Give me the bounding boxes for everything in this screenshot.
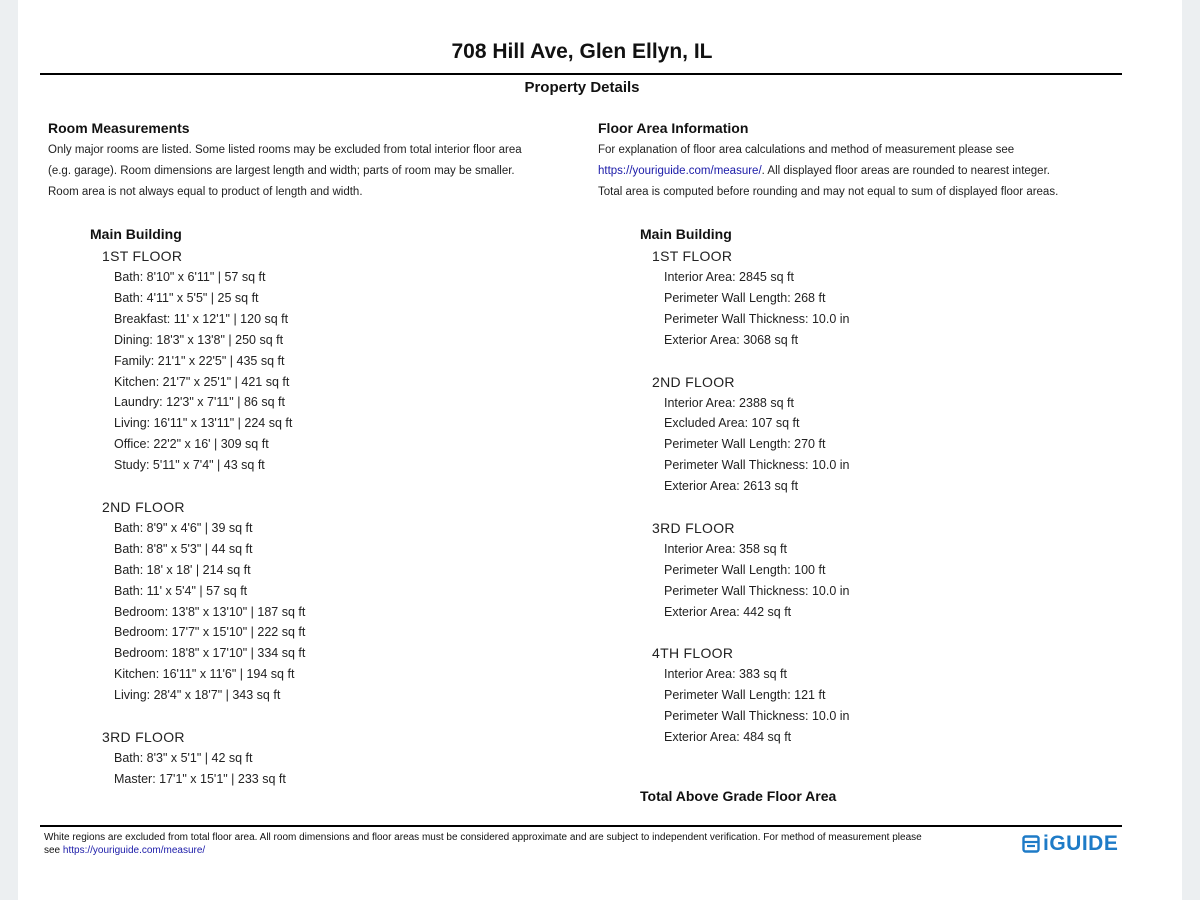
area-item: Interior Area: 2388 sq ft [664, 395, 794, 410]
area-item: Interior Area: 2845 sq ft [664, 270, 794, 284]
room-item: Study: 5'11" x 7'4" | 43 sq ft [114, 458, 265, 473]
room-item: Master: 17'1" x 15'1" | 233 sq ft [114, 771, 286, 786]
room-item: Bath: 8'9" x 4'6" | 39 sq ft [114, 520, 253, 535]
logo-text: iGUIDE [1043, 832, 1119, 855]
room-item: Bath: 8'8" x 5'3" | 44 sq ft [114, 541, 253, 556]
measure-link[interactable]: https://youriguide.com/measure/ [598, 165, 762, 177]
area-item: Interior Area: 358 sq ft [664, 541, 787, 556]
note-line: Room area is not always equal to product of length and width. [48, 186, 363, 198]
room-item: Laundry: 12'3" x 7'11" | 86 sq ft [114, 395, 285, 410]
area-item: Exterior Area: 484 sq ft [664, 730, 792, 745]
bottom-divider [40, 825, 1122, 827]
note-line [598, 161, 1138, 182]
area-item: Perimeter Wall Thickness: 10.0 in [664, 583, 850, 598]
room-item: Kitchen: 21'7" x 25'1" | 421 sq ft [114, 374, 290, 389]
footer-line-prefix: see [44, 845, 63, 856]
note-line: For explanation of floor area calculations and method of measurement please see [598, 144, 1015, 156]
room-measurements-heading: Room Measurements [48, 120, 190, 136]
area-item: Perimeter Wall Thickness: 10.0 in [664, 311, 850, 326]
floor-area-heading: Floor Area Information [598, 120, 749, 136]
spacer [102, 476, 305, 497]
area-item: Exterior Area: 442 sq ft [664, 604, 792, 619]
area-item: Exterior Area: 2613 sq ft [664, 479, 799, 494]
note-line: (e.g. garage). Room dimensions are largest length and width; parts of room may be smaller. [48, 165, 515, 177]
room-item: Bath: 8'10" x 6'11" | 57 sq ft [114, 270, 266, 284]
note-line-rest: . All displayed floor areas are rounded to nearest integer. [761, 165, 1050, 177]
floor-heading: 3RD FLOOR [652, 519, 735, 536]
area-item: Perimeter Wall Length: 270 ft [664, 437, 826, 452]
area-item: Exterior Area: 3068 sq ft [664, 332, 799, 347]
note-line: Total area is computed before rounding and may not equal to sum of displayed floor areas. [598, 186, 1059, 198]
room-item: Breakfast: 11' x 12'1" | 120 sq ft [114, 311, 289, 326]
area-item: Perimeter Wall Length: 100 ft [664, 562, 826, 577]
area-item: Interior Area: 383 sq ft [664, 667, 787, 682]
floor-area-note [598, 140, 1138, 203]
room-item: Living: 16'11" x 13'11" | 224 sq ft [114, 416, 293, 431]
room-item: Family: 21'1" x 22'5" | 435 sq ft [114, 353, 285, 368]
area-item: Excluded Area: 107 sq ft [664, 416, 800, 431]
footer-line [44, 844, 984, 857]
room-list [102, 246, 305, 790]
top-divider [40, 73, 1122, 75]
room-measurements-note [48, 140, 578, 203]
total-above-grade-label: Total Above Grade Floor Area [640, 788, 837, 804]
building-heading: Main Building [640, 226, 732, 242]
spacer [652, 351, 850, 372]
room-item: Bath: 4'11" x 5'5" | 25 sq ft [114, 290, 259, 305]
page-title: 708 Hill Ave, Glen Ellyn, IL [451, 40, 713, 63]
room-item: Living: 28'4" x 18'7" | 343 sq ft [114, 688, 281, 703]
room-item: Bedroom: 13'8" x 13'10" | 187 sq ft [114, 604, 306, 619]
floor-heading: 1ST FLOOR [102, 248, 183, 264]
area-item: Perimeter Wall Length: 268 ft [664, 290, 826, 305]
room-item: Bedroom: 18'8" x 17'10" | 334 sq ft [114, 646, 306, 661]
room-measurements-section [48, 120, 578, 786]
spacer [652, 623, 850, 644]
note-line: Only major rooms are listed. Some listed rooms may be excluded from total interior floor area [48, 144, 522, 156]
room-item: Bath: 11' x 5'4" | 57 sq ft [114, 583, 248, 598]
area-item: Perimeter Wall Thickness: 10.0 in [664, 709, 850, 724]
floor-heading: 2ND FLOOR [652, 373, 735, 390]
floor-area-section [598, 120, 1138, 804]
iguide-logo[interactable] [1022, 832, 1118, 856]
footer-line: White regions are excluded from total floor area. All room dimensions and floor areas must be considered approximate and are subject to independent verification. For method of measurement please [44, 832, 922, 843]
room-item: Dining: 18'3" x 13'8" | 250 sq ft [114, 332, 284, 347]
floor-heading: 3RD FLOOR [102, 729, 185, 745]
floor-heading: 2ND FLOOR [102, 498, 185, 515]
room-item: Office: 22'2" x 16' | 309 sq ft [114, 437, 269, 452]
footer-disclaimer [44, 831, 984, 857]
building-heading: Main Building [90, 226, 182, 242]
page-subtitle: Property Details [524, 79, 640, 96]
room-item: Bath: 8'3" x 5'1" | 42 sq ft [114, 751, 253, 765]
room-item: Kitchen: 16'11" x 11'6" | 194 sq ft [114, 667, 295, 682]
floor-heading: 4TH FLOOR [652, 645, 734, 662]
floor-area-list [652, 246, 850, 748]
spacer [652, 497, 850, 518]
iguide-logo-icon [1022, 835, 1040, 853]
room-item: Bath: 18' x 18' | 214 sq ft [114, 562, 251, 577]
spacer [102, 706, 305, 727]
area-item: Perimeter Wall Length: 121 ft [664, 688, 826, 703]
footer-measure-link[interactable]: https://youriguide.com/measure/ [62, 845, 206, 856]
area-item: Perimeter Wall Thickness: 10.0 in [664, 458, 850, 473]
room-item: Bedroom: 17'7" x 15'10" | 222 sq ft [114, 625, 306, 640]
floor-heading: 1ST FLOOR [652, 248, 733, 264]
